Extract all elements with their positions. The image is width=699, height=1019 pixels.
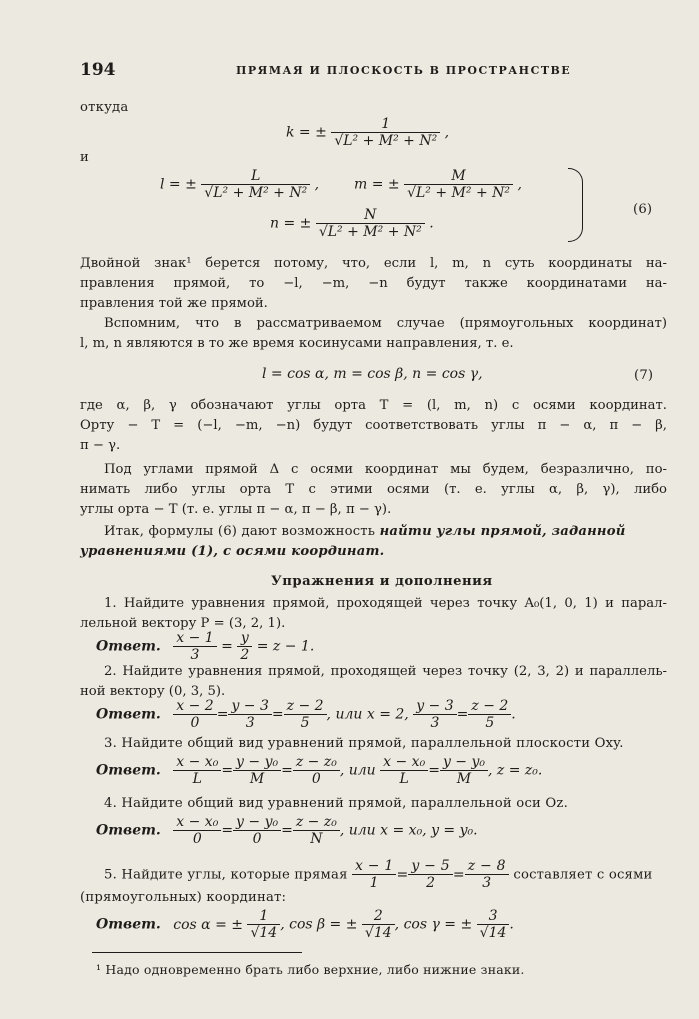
formula-k-lhs: k = ± <box>286 124 327 141</box>
footnote: ¹ Надо одновременно брать либо верхние, либо нижние знаки. <box>96 962 525 977</box>
ex5-frac2 <box>408 858 452 891</box>
ex1-frac1-den: 3 <box>190 647 200 663</box>
formula-n-lhs: n = ± <box>270 215 312 232</box>
ex5-a-lhs: cos α = ± <box>173 916 243 933</box>
ex5-b-frac <box>362 908 395 941</box>
formula-l <box>160 168 319 201</box>
formula-m-lhs: m = ± <box>354 176 400 193</box>
formula-m <box>354 168 522 201</box>
para5-plain: Итак, формулы (6) дают возможность <box>104 524 380 539</box>
word-whence: откуда <box>80 100 129 115</box>
equation-number-7: (7) <box>634 368 654 383</box>
ex1-frac1-num: x − 1 <box>173 630 216 647</box>
para4-line3: углы орта − T (т. е. углы π − α, π − β, π − γ). <box>80 502 392 517</box>
ex5-a-den: √14 <box>250 925 278 941</box>
ex2-frac5 <box>468 698 511 731</box>
ex5-frac2-num: y − 5 <box>408 858 452 875</box>
ex2-frac2-num: y − 3 <box>228 698 271 715</box>
ex2-frac4 <box>413 698 456 731</box>
answer-label: Ответ. <box>96 762 161 779</box>
ex2-line1: 2. Найдите уравнения прямой, проходящей через точку (2, 3, 2) и параллель- <box>104 664 667 679</box>
word-and: и <box>80 150 89 165</box>
ex1-line1: 1. Найдите уравнения прямой, проходящей через точку A₀(1, 0, 1) и парал- <box>104 596 667 611</box>
ex3-frac3 <box>293 754 340 787</box>
section-title: Упражнения и дополнения <box>271 574 493 589</box>
ex2-frac5-num: z − 2 <box>468 698 511 715</box>
para3-line3: π − γ. <box>80 438 121 453</box>
page-number: 194 <box>80 60 116 80</box>
ex3-frac5 <box>440 754 488 787</box>
ex5-a-frac <box>247 908 280 941</box>
ex1-answer: Ответ. $\frac{x - 1}{3}$ = $\frac{y}{2}$ = z − 1. <box>96 630 315 663</box>
ex3-line: 3. Найдите общий вид уравнений прямой, параллельной плоскости Oxy. <box>104 736 624 751</box>
ex3-answer: Ответ. $\frac{\text{x − x₀}}{L}$ = $\frac{\text{y − y₀}}{M}$ = $\frac{\text{z − z₀}}{0}$ , или $\frac{\text{x − x₀}}{L}$ = $\frac{\text{y − y₀}}{M}$ , z = z₀. <box>96 754 543 787</box>
ex3-frac2 <box>233 754 281 787</box>
ex2-frac2 <box>228 698 271 731</box>
ex5-b-lhs: , cos β = ± <box>280 916 358 933</box>
formula-n-tail: . <box>429 215 434 232</box>
ex5-b-den: √14 <box>364 925 392 941</box>
answer-label: Ответ. <box>96 916 161 933</box>
ex1-line2: лельной вектору P = (3, 2, 1). <box>80 616 286 631</box>
formula-k <box>286 116 449 149</box>
ex5-answer-end: . <box>509 916 514 933</box>
ex2-answer-mid: , или x = 2, <box>326 706 409 723</box>
ex3-frac3-den: 0 <box>311 771 321 787</box>
ex3-frac4-num: x − x₀ <box>380 754 428 771</box>
ex2-frac4-den: 3 <box>430 715 440 731</box>
ex3-frac2-num: y − y₀ <box>233 754 281 771</box>
ex5-a-num: 1 <box>247 908 280 925</box>
ex5-c-frac <box>477 908 510 941</box>
ex3-frac1 <box>173 754 221 787</box>
ex3-frac5-num: y − y₀ <box>440 754 488 771</box>
para3-line2: Орту − T = (−l, −m, −n) будут соответствовать углы π − α, π − β, <box>80 418 667 433</box>
ex5-frac3-den: 3 <box>482 875 492 891</box>
ex4-answer: Ответ. $\frac{\text{x − x₀}}{0}$ = $\frac{\text{y − y₀}}{0}$ = $\frac{\text{z − z₀}}{N}$ , или x = x₀, y = y₀. <box>96 814 478 847</box>
ex4-frac3-num: z − z₀ <box>293 814 340 831</box>
ex3-frac4-den: L <box>399 771 409 787</box>
ex3-frac2-den: M <box>249 771 265 787</box>
ex4-answer-end: , или x = x₀, y = y₀. <box>339 822 478 839</box>
answer-label: Ответ. <box>96 706 161 723</box>
ex5-frac1-num: x − 1 <box>352 858 396 875</box>
formula-n <box>270 207 434 240</box>
ex2-frac3-num: z − 2 <box>284 698 327 715</box>
ex5-c-lhs: , cos γ = ± <box>394 916 473 933</box>
ex1-frac1 <box>173 630 216 663</box>
ex3-answer-end: , z = z₀. <box>488 762 543 779</box>
para5-italic1: найти углы прямой, заданной <box>379 524 626 539</box>
formula-m-fraction <box>404 168 513 201</box>
ex1-answer-rest: = z − 1. <box>256 638 315 655</box>
answer-label: Ответ. <box>96 822 161 839</box>
formula-m-den: √L² + M² + N² <box>407 185 510 201</box>
ex2-frac1 <box>173 698 216 731</box>
ex4-frac3-den: N <box>310 831 323 847</box>
formula-n-num: N <box>316 207 425 224</box>
para3-line1: где α, β, γ обозначают углы орта T = (l, m, n) с осями координат. <box>80 398 667 413</box>
ex3-frac1-num: x − x₀ <box>173 754 221 771</box>
ex4-frac1 <box>173 814 221 847</box>
formula-l-num: L <box>201 168 310 185</box>
ex2-frac1-den: 0 <box>190 715 200 731</box>
formula-7: l = cos α, m = cos β, n = cos γ, <box>262 366 483 382</box>
ex2-frac2-den: 3 <box>245 715 255 731</box>
ex4-frac1-den: 0 <box>192 831 202 847</box>
ex2-frac5-den: 5 <box>485 715 495 731</box>
ex5-c-den: √14 <box>479 925 507 941</box>
ex2-frac3-den: 5 <box>300 715 310 731</box>
ex5-post: составляет с осями <box>513 867 653 883</box>
ex3-frac5-den: M <box>456 771 472 787</box>
para5-italic2: уравнениями (1), с осями координат. <box>80 544 385 559</box>
formula-n-den: √L² + M² + N² <box>318 224 422 240</box>
ex2-frac3 <box>284 698 327 731</box>
para2-line1: Вспомним, что в рассматриваемом случае (прямоугольных координат) <box>104 316 667 331</box>
para1-line2: правления прямой, то −l, −m, −n будут также координатами на- <box>80 276 667 291</box>
ex4-frac2-den: 0 <box>252 831 262 847</box>
formula-n-fraction <box>316 207 425 240</box>
answer-label: Ответ. <box>96 638 161 655</box>
formula-k-num: 1 <box>331 116 440 133</box>
ex4-frac2-num: y − y₀ <box>233 814 281 831</box>
ex2-answer-end: . <box>511 706 516 723</box>
para5-line1 <box>104 524 626 539</box>
ex2-frac4-num: y − 3 <box>413 698 456 715</box>
system-brace <box>568 168 583 242</box>
ex5-frac3-num: z − 8 <box>465 858 509 875</box>
ex5-c-num: 3 <box>477 908 510 925</box>
formula-l-lhs: l = ± <box>160 176 197 193</box>
ex5-pre: 5. Найдите углы, которые прямая <box>104 867 348 883</box>
ex5-frac3 <box>465 858 509 891</box>
ex3-frac4 <box>380 754 428 787</box>
ex3-answer-mid: , или <box>339 762 376 779</box>
para1-line3: правления той же прямой. <box>80 296 268 311</box>
equation-number-6: (6) <box>633 202 653 217</box>
ex4-frac2 <box>233 814 281 847</box>
ex3-frac3-num: z − z₀ <box>293 754 340 771</box>
ex4-line: 4. Найдите общий вид уравнений прямой, параллельной оси Oz. <box>104 796 568 811</box>
ex5-frac2-den: 2 <box>426 875 436 891</box>
formula-l-den: √L² + M² + N² <box>204 185 308 201</box>
ex1-frac2-den: 2 <box>240 647 250 663</box>
ex1-frac2-num: y <box>237 630 252 647</box>
ex5-frac1-den: 1 <box>369 875 379 891</box>
ex2-frac1-num: x − 2 <box>173 698 216 715</box>
formula-l-fraction <box>201 168 310 201</box>
ex5-answer <box>96 908 514 941</box>
para4-line1: Под углами прямой Δ с осями координат мы будем, безразлично, по- <box>104 462 667 477</box>
formula-l-tail: , <box>314 176 320 193</box>
ex4-frac3 <box>293 814 340 847</box>
para1-line1: Двойной знак¹ берется потому, что, если l, m, n суть координаты на- <box>80 256 667 271</box>
ex3-frac1-den: L <box>192 771 202 787</box>
ex1-frac2 <box>237 630 252 663</box>
formula-m-num: M <box>404 168 513 185</box>
ex5-frac1 <box>352 858 396 891</box>
running-title: ПРЯМАЯ И ПЛОСКОСТЬ В ПРОСТРАНСТВЕ <box>236 64 572 77</box>
ex4-frac1-num: x − x₀ <box>173 814 221 831</box>
formula-k-den: √L² + M² + N² <box>334 133 438 149</box>
formula-m-tail: , <box>517 176 522 193</box>
formula-k-tail: , <box>444 124 450 141</box>
formula-k-fraction <box>331 116 440 149</box>
para2-line2: l, m, n являются в то же время косинусами направления, т. е. <box>80 336 514 351</box>
ex2-line2: ной вектору (0, 3, 5). <box>80 684 226 699</box>
ex2-answer: Ответ. $\frac{x - 2}{0}$ = $\frac{y - 3}{3}$ = $\frac{z - 2}{5}$ , или x = 2, $\frac{y - 3}{3}$ = $\frac{z - 2}{5}$ . <box>96 698 516 731</box>
ex5-line1: 5. Найдите углы, которые прямая $\frac{x - 1}{1}$ = $\frac{y - 5}{2}$ = $\frac{z - 8}{3}$ составляет с осями <box>104 858 653 891</box>
ex5-b-num: 2 <box>362 908 395 925</box>
para4-line2: нимать либо углы орта T с этими осями (т. е. углы α, β, γ), либо <box>80 482 667 497</box>
footnote-rule <box>92 952 302 953</box>
ex5-line2: (прямоугольных) координат: <box>80 890 287 905</box>
